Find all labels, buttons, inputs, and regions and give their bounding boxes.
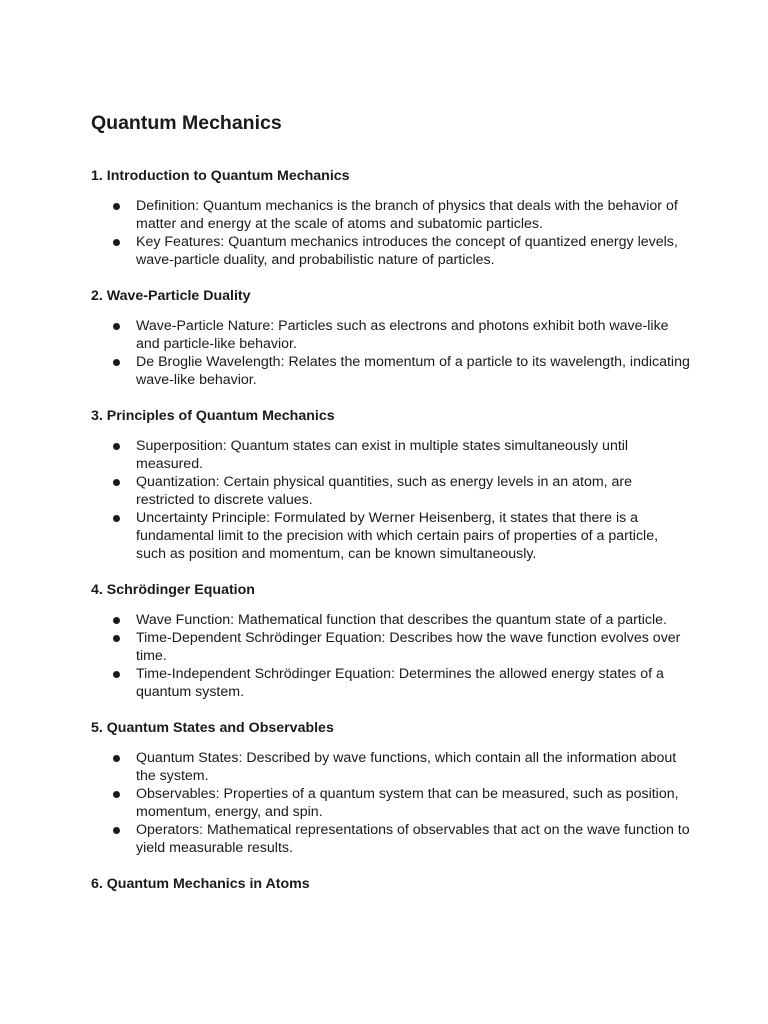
list-item xyxy=(91,629,691,665)
document-page xyxy=(91,110,691,905)
list-item-text: Time-Dependent Schrödinger Equation: Describes how the wave function evolves over time. xyxy=(136,630,681,664)
list-item xyxy=(91,317,691,353)
section-heading: 3. Principles of Quantum Mechanics xyxy=(91,408,335,424)
list-item xyxy=(91,437,691,473)
section-schrodinger-equation xyxy=(91,581,691,701)
bullet-list xyxy=(91,437,691,563)
list-item xyxy=(91,749,691,785)
list-item-text: De Broglie Wavelength: Relates the momentum of a particle to its wavelength, indicating wave-like behavior. xyxy=(136,354,690,388)
list-item xyxy=(91,665,691,701)
bullet-icon xyxy=(113,359,120,366)
section-heading: 1. Introduction to Quantum Mechanics xyxy=(91,168,350,184)
section-introduction xyxy=(91,167,691,269)
section-wave-particle-duality xyxy=(91,287,691,389)
list-item-text: Quantum States: Described by wave functions, which contain all the information about the system. xyxy=(136,750,677,784)
list-item-text: Operators: Mathematical representations of observables that act on the wave function to yield measurable results. xyxy=(136,822,690,856)
list-item-text: Quantization: Certain physical quantities, such as energy levels in an atom, are restricted to discrete values. xyxy=(136,474,633,508)
list-item xyxy=(91,197,691,233)
list-item-text: Superposition: Quantum states can exist in multiple states simultaneously until measured. xyxy=(136,438,629,472)
list-item-text: Observables: Properties of a quantum system that can be measured, such as position, momentum, energy, and spin. xyxy=(136,786,679,820)
list-item-text: Time-Independent Schrödinger Equation: Determines the allowed energy states of a quantum system. xyxy=(136,666,664,700)
list-item xyxy=(91,473,691,509)
list-item xyxy=(91,611,691,629)
list-item xyxy=(91,785,691,821)
list-item xyxy=(91,233,691,269)
bullet-list xyxy=(91,611,691,701)
bullet-list xyxy=(91,317,691,389)
list-item-text: Wave Function: Mathematical function that describes the quantum state of a particle. xyxy=(136,612,667,628)
bullet-icon xyxy=(113,791,120,798)
bullet-icon xyxy=(113,515,120,522)
bullet-list xyxy=(91,749,691,857)
list-item-text: Definition: Quantum mechanics is the branch of physics that deals with the behavior of matter and energy at the scale of atoms and subatomic particles. xyxy=(136,198,678,232)
bullet-icon xyxy=(113,443,120,450)
bullet-icon xyxy=(113,203,120,210)
bullet-icon xyxy=(113,479,120,486)
section-heading: 4. Schrödinger Equation xyxy=(91,582,255,598)
bullet-icon xyxy=(113,671,120,678)
list-item xyxy=(91,509,691,563)
bullet-icon xyxy=(113,617,120,624)
bullet-list xyxy=(91,197,691,269)
list-item-text: Wave-Particle Nature: Particles such as electrons and photons exhibit both wave-like and particle-like behavior. xyxy=(136,318,669,352)
section-quantum-atoms xyxy=(91,875,691,893)
list-item xyxy=(91,821,691,857)
list-item-text: Uncertainty Principle: Formulated by Werner Heisenberg, it states that there is a fundamental limit to the precision with which certain pairs of properties of a particle, such as position and momentum, can be known simultaneously. xyxy=(136,510,659,562)
bullet-icon xyxy=(113,323,120,330)
bullet-icon xyxy=(113,239,120,246)
section-quantum-states xyxy=(91,719,691,857)
bullet-icon xyxy=(113,635,120,642)
section-principles xyxy=(91,407,691,563)
list-item xyxy=(91,353,691,389)
section-heading: 6. Quantum Mechanics in Atoms xyxy=(91,876,310,892)
document-title: Quantum Mechanics xyxy=(91,112,282,134)
bullet-icon xyxy=(113,755,120,762)
bullet-icon xyxy=(113,827,120,834)
section-heading: 5. Quantum States and Observables xyxy=(91,720,334,736)
section-heading: 2. Wave-Particle Duality xyxy=(91,288,251,304)
list-item-text: Key Features: Quantum mechanics introduces the concept of quantized energy levels, wave-particle duality, and probabilistic nature of particles. xyxy=(136,234,678,268)
